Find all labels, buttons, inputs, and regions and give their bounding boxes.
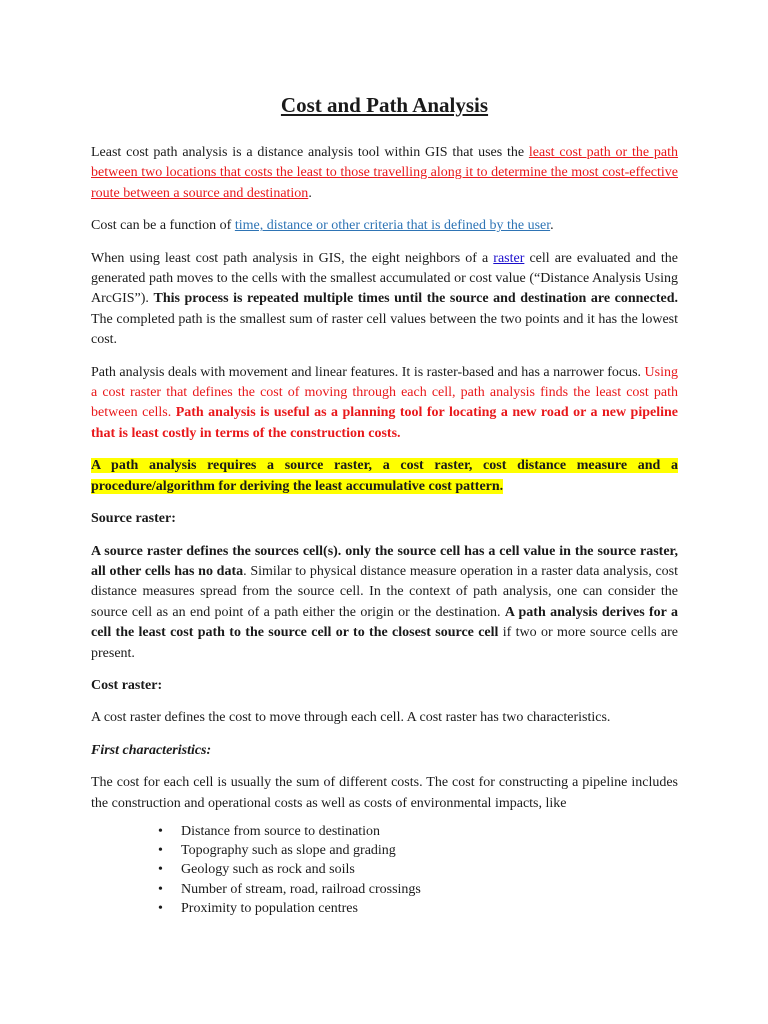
raster-link[interactable]: raster [493, 250, 525, 266]
paragraph-cost-function [91, 216, 678, 236]
text-run: . [308, 185, 312, 201]
document-title: Cost and Path Analysis [280, 93, 489, 117]
text-run: When using least cost path analysis in GIS, the eight neighbors of a [91, 250, 494, 266]
bullet-icon: • [158, 823, 163, 839]
red-bold-text: Path analysis is useful as a planning tool for locating a new road or a new pipeline that is least costly in terms of the construction costs. [91, 405, 678, 441]
bold-text: A path analysis derives for a cell the least cost path to the source cell or to the closest source cell [91, 604, 678, 641]
heading-cost-raster: Cost raster: [91, 677, 163, 693]
bullet-icon: • [158, 862, 163, 878]
paragraph-eight-neighbors [91, 249, 678, 351]
list-item: • Proximity to population centres [181, 899, 678, 918]
heading-source-raster: Source raster: [91, 511, 176, 527]
text-run: cell are evaluated and the generated path moves to the cells with the smallest accumulated or cost value (“Distance Analysis Using ArcGIS”). [91, 250, 678, 307]
bold-text: This process is repeated multiple times until the source and destination are connected. [153, 291, 678, 307]
text-run: . [550, 218, 554, 234]
highlighted-text: A path analysis requires a source raster, a cost raster, cost distance measure and a procedure/algorithm for deriving the least accumulative cost pattern. [91, 458, 678, 494]
text-run: if two or more source cells are present. [91, 625, 678, 661]
list-item: • Distance from source to destination [181, 822, 678, 841]
cost-factors-list [91, 822, 678, 918]
bullet-icon: • [158, 881, 163, 897]
bullet-icon: • [158, 843, 163, 859]
paragraph-requirements [91, 456, 678, 497]
paragraph-cost-raster: A cost raster defines the cost to move through each cell. A cost raster has two characteristics. [91, 710, 611, 726]
blue-underlined-text: time, distance or other criteria that is defined by the user [234, 218, 551, 234]
bullet-icon: • [158, 900, 163, 916]
list-item: • Number of stream, road, railroad crossings [181, 880, 678, 899]
text-run: The completed path is the smallest sum of raster cell values between the two points and it has the lowest cost. [91, 311, 678, 348]
text-run: Cost can be a function of [91, 218, 235, 234]
list-item: • Geology such as rock and soils [181, 860, 678, 879]
list-item: • Topography such as slope and grading [181, 841, 678, 860]
text-run: Least cost path analysis is a distance analysis tool within GIS that uses the [91, 145, 529, 160]
paragraph-source-raster [91, 542, 678, 664]
text-run: Path analysis deals with movement and linear features. It is raster-based and has a narrower focus. [91, 364, 645, 380]
paragraph-least-cost-intro [91, 143, 678, 204]
text-run: . Similar to physical distance measure operation in a raster data analysis, cost distance measures spread from the source cell. In the context of path analysis, one can consider the source cell as an end point of a path either the origin or the destination. [91, 563, 679, 620]
bold-text: A source raster defines the sources cell(s). only the source cell has a cell value in the source raster, all other cells has no data [91, 543, 678, 579]
paragraph-path-analysis [91, 363, 678, 445]
red-text: Using a cost raster that defines the cost of moving through each cell, path analysis finds the least cost path between cells. [91, 364, 678, 421]
paragraph-cost-sum: The cost for each cell is usually the sum of different costs. The cost for constructing a pipeline includes the construction and operational costs as well as costs of environmental impacts, like [91, 775, 678, 811]
red-underlined-text: least cost path or the path between two locations that costs the least to those travelling along it to determine the most cost-effective route between a source and destination [91, 145, 678, 201]
heading-first-characteristics: First characteristics: [91, 742, 212, 758]
